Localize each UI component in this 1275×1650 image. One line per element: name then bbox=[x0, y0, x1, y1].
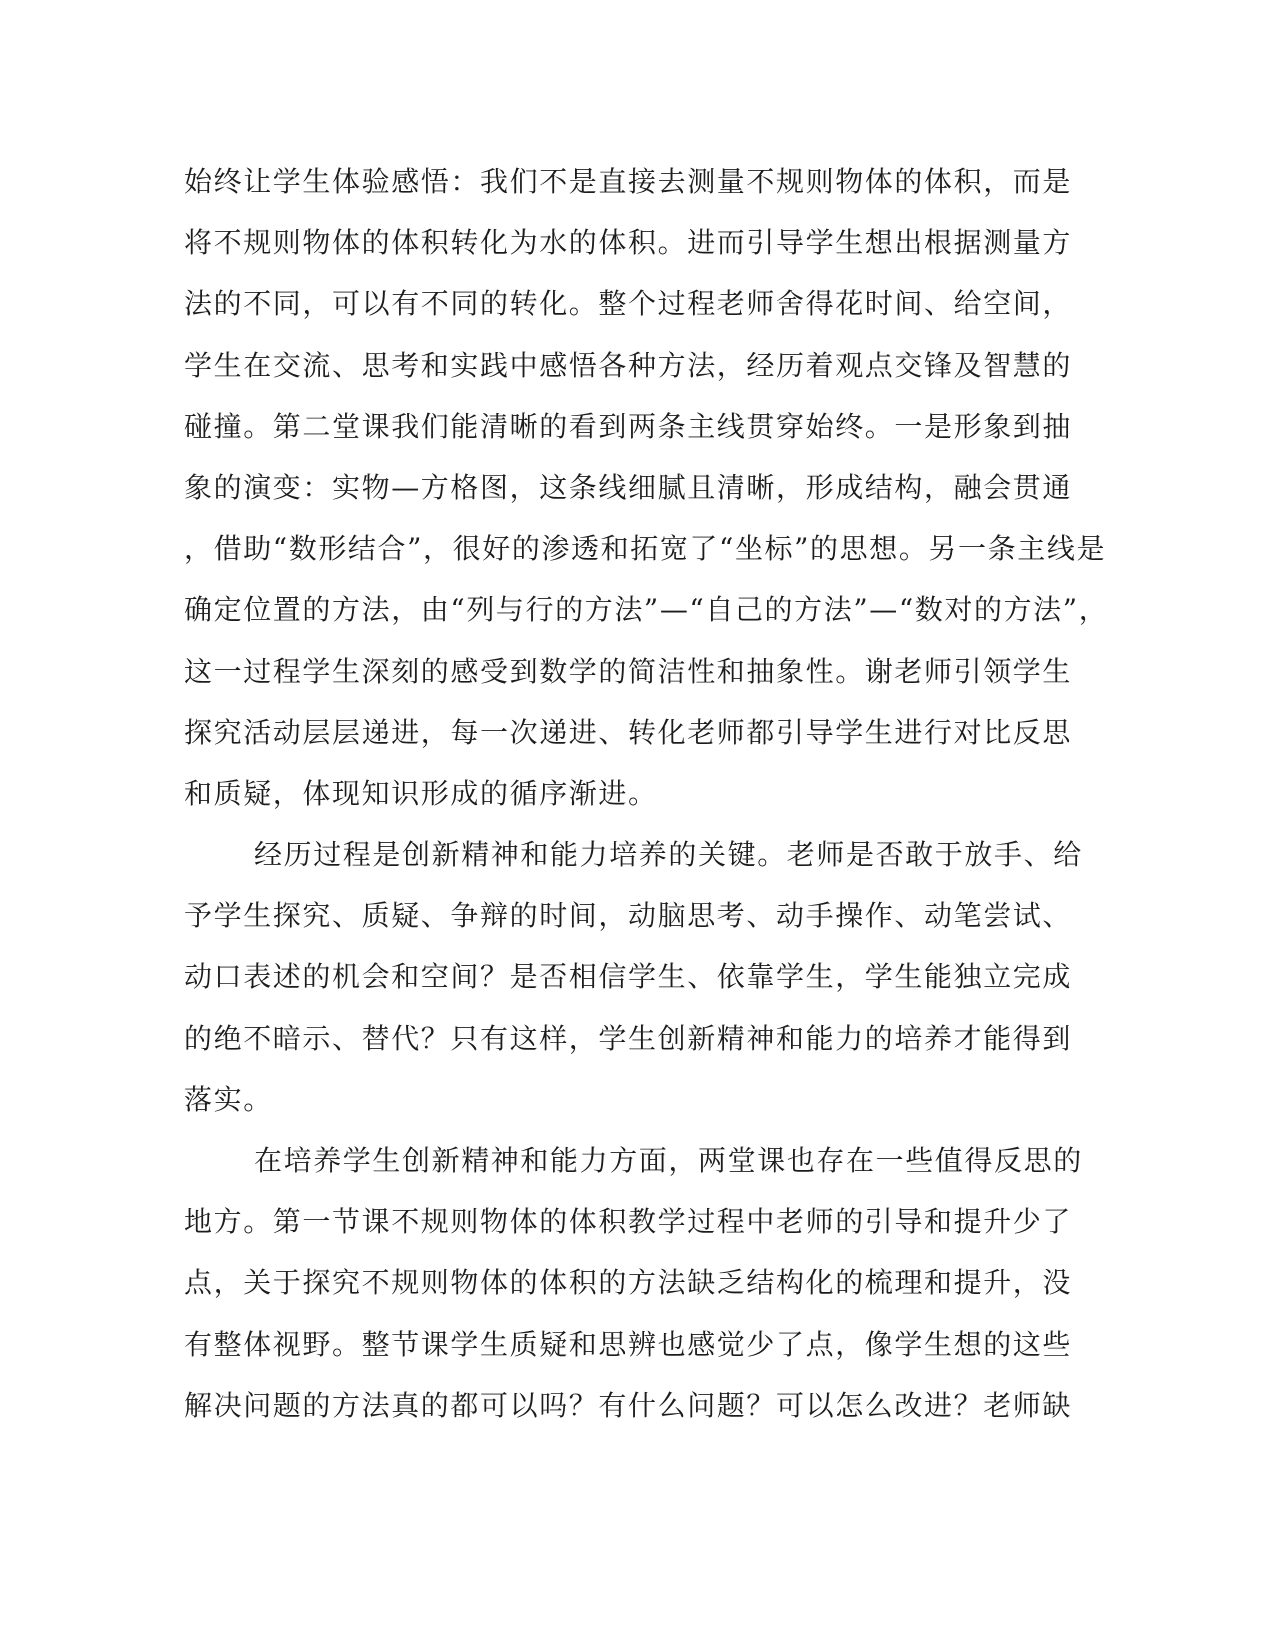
text-line: 予学生探究、质疑、争辩的时间，动脑思考、动手操作、动笔尝试、 bbox=[184, 899, 1073, 933]
text-line: 落实。 bbox=[184, 1082, 273, 1116]
text-line: 探究活动层层递进，每一次递进、转化老师都引导学生进行对比反思 bbox=[184, 715, 1073, 749]
text-line: 地方。第一节课不规则物体的体积教学过程中老师的引导和提升少了 bbox=[184, 1205, 1073, 1239]
text-line: 碰撞。第二堂课我们能清晰的看到两条主线贯穿始终。一是形象到抽 bbox=[184, 409, 1073, 443]
text-line: 将不规则物体的体积转化为水的体积。进而引导学生想出根据测量方 bbox=[184, 226, 1073, 260]
text-line: ，借助“数形结合”，很好的渗透和拓宽了“坐标”的思想。另一条主线是 bbox=[184, 532, 1107, 566]
text-line: 点，关于探究不规则物体的体积的方法缺乏结构化的梳理和提升，没 bbox=[184, 1266, 1073, 1300]
text-line: 法的不同，可以有不同的转化。整个过程老师舍得花时间、给空间， bbox=[184, 287, 1073, 321]
body-text bbox=[184, 157, 1109, 1442]
text-line: 解决问题的方法真的都可以吗？有什么问题？可以怎么改进？老师缺 bbox=[184, 1388, 1073, 1422]
text-line: 学生在交流、思考和实践中感悟各种方法，经历着观点交锋及智慧的 bbox=[184, 348, 1073, 382]
text-line: 有整体视野。整节课学生质疑和思辨也感觉少了点，像学生想的这些 bbox=[184, 1327, 1073, 1361]
text-line: 确定位置的方法，由“列与行的方法”—“自己的方法”—“数对的方法”， bbox=[184, 593, 1109, 627]
text-line: 动口表述的机会和空间？是否相信学生、依靠学生，学生能独立完成 bbox=[184, 960, 1073, 994]
paragraph-start-line: 经历过程是创新精神和能力培养的关键。老师是否敢于放手、给 bbox=[254, 838, 1083, 872]
paragraph-start-line: 在培养学生创新精神和能力方面，两堂课也存在一些值得反思的 bbox=[254, 1144, 1083, 1177]
text-line: 象的演变：实物—方格图，这条线细腻且清晰，形成结构，融会贯通 bbox=[184, 470, 1073, 504]
text-line: 的绝不暗示、替代？只有这样，学生创新精神和能力的培养才能得到 bbox=[184, 1021, 1073, 1055]
text-line: 和质疑，体现知识形成的循序渐进。 bbox=[184, 776, 658, 810]
text-line: 这一过程学生深刻的感受到数学的简洁性和抽象性。谢老师引领学生 bbox=[184, 654, 1073, 688]
text-line: 始终让学生体验感悟：我们不是直接去测量不规则物体的体积，而是 bbox=[184, 165, 1073, 198]
